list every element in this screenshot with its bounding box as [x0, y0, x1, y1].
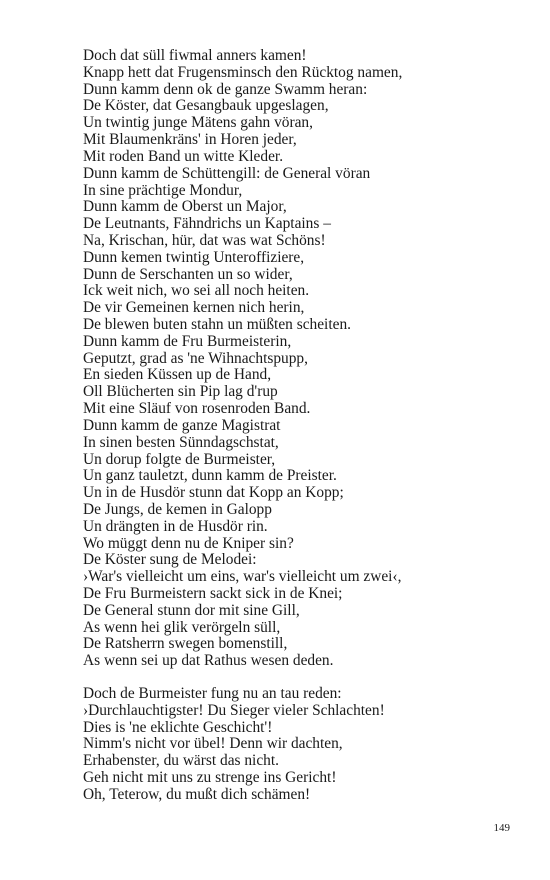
verse-line: De Köster sung de Melodei:	[83, 551, 257, 569]
verse-line: De Fru Burmeistern sackt sick in de Knei;	[83, 585, 343, 602]
verse-line: Oll Blücherten sin Pip lag d'rup	[83, 383, 278, 401]
verse-line: ›Durchlauchtigster! Du Sieger vieler Schlachten!	[83, 701, 385, 719]
verse-line: Dies is 'ne eklichte Geschicht'!	[83, 718, 273, 736]
verse-line: Nimm's nicht vor übel! Denn wir dachten,	[83, 735, 343, 753]
verse-line: De Köster, dat Gesangbauk upgeslagen,	[83, 97, 329, 115]
verse-line: Wo müggt denn nu de Kniper sin?	[83, 534, 294, 552]
verse-line: De Leutnants, Fähndrichs un Kaptains –	[83, 215, 331, 233]
verse-line: Na, Krischan, hür, dat was wat Schöns!	[83, 231, 326, 249]
verse-line: ›War's vielleicht um eins, war's vielleicht um zwei‹,	[83, 568, 402, 586]
verse-line: En sieden Küssen up de Hand,	[83, 366, 272, 384]
verse-line: Dunn kemen twintig Unteroffiziere,	[83, 248, 305, 266]
verse-line: Dunn kamm de Fru Burmeisterin,	[83, 332, 292, 350]
verse-line: Dunn kamm denn ok de ganze Swamm heran:	[83, 80, 368, 98]
verse-line: De blewen buten stahn un müßten scheiten.	[83, 316, 351, 333]
verse-line: De vir Gemeinen kernen nich herin,	[83, 299, 305, 317]
verse-line: Un drängten in de Husdör rin.	[83, 517, 268, 535]
verse-line: Dunn kamm de ganze Magistrat	[83, 416, 281, 434]
verse-line: Dunn de Serschanten un so wider,	[83, 265, 293, 283]
verse-line: As wenn hei glik verörgeln süll,	[83, 618, 281, 636]
verse-line: Un ganz tauletzt, dunn kamm de Preister.	[83, 467, 337, 485]
stanza-1	[83, 48, 523, 670]
verse-line: Erhabenster, du wärst das nicht.	[83, 752, 279, 770]
verse-line: Un twintig junge Mätens gahn vöran,	[83, 114, 313, 132]
verse-line: Mit Blaumenkräns' in Horen jeder,	[83, 131, 297, 149]
verse-line: Mit eine Släuf von rosenroden Band.	[83, 400, 311, 418]
verse-line: Ick weit nich, wo sei all noch heiten.	[83, 282, 310, 300]
verse-line: In sine prächtige Mondur,	[83, 181, 243, 199]
verse-line: Un dorup folgte de Burmeister,	[83, 450, 276, 468]
verse-line: De Jungs, de kemen in Galopp	[83, 500, 272, 518]
verse-line: As wenn sei up dat Rathus wesen deden.	[83, 652, 334, 670]
verse-line: Geh nicht mit uns zu strenge ins Gericht!	[83, 769, 337, 787]
verse-line: In sinen besten Sünndagschstat,	[83, 433, 279, 451]
verse-line: Geputzt, grad as 'ne Wihnachtspupp,	[83, 349, 308, 367]
page-number: 149	[493, 822, 510, 834]
verse-line: Knapp hett dat Frugensminsch den Rücktog namen,	[83, 63, 403, 81]
verse-line: Doch de Burmeister fung nu an tau reden:	[83, 685, 342, 702]
verse-line: Oh, Teterow, du mußt dich schämen!	[83, 785, 311, 803]
verse-line: Doch dat süll fiwmal anners kamen!	[83, 47, 307, 64]
stanza-2	[83, 686, 523, 804]
verse-line: Mit roden Band un witte Kleder.	[83, 147, 284, 165]
verse-line: De Ratsherrn swegen bomenstill,	[83, 635, 288, 653]
verse-line: Dunn kamm de Schüttengill: de General vöran	[83, 164, 371, 182]
verse-line: De General stunn dor mit sine Gill,	[83, 601, 300, 619]
verse-line: Dunn kamm de Oberst un Major,	[83, 198, 287, 216]
verse-line: Un in de Husdör stunn dat Kopp an Kopp;	[83, 484, 344, 502]
